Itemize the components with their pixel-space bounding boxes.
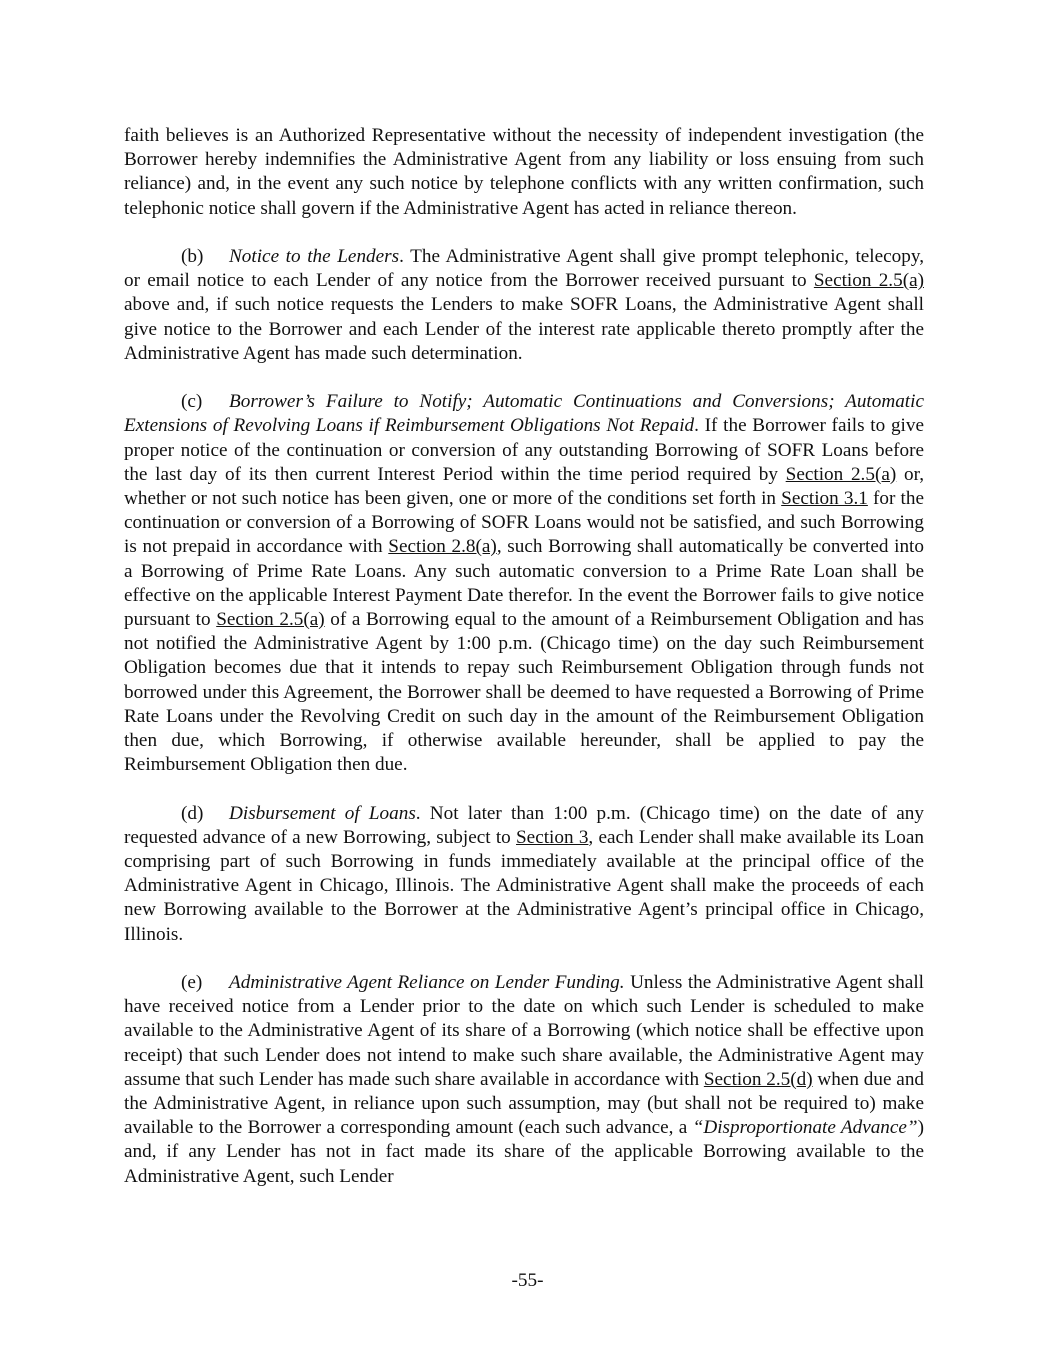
paragraph-text: , each Lender shall make available its Loan comprising part of such Borrowing in funds immediately available at the principal office of the Administrative Agent in Chicago, Illinois. The Administrative Agent shall make the proceeds of each new Borrowing available to the Borrower at the Administrative Agent’s principal office in Chicago, Illinois.: [124, 826, 925, 945]
paragraph-text: Unless the Administrative Agent shall have received notice from a Lender prior to the date on which such Lender is scheduled to make available to the Administrative Agent of its share of a Borrowing (which notice shall be effective upon receipt) that such Lender does not intend to make such share available, the Administrative Agent may assume that such Lender has made such share available in accordance with: [124, 972, 925, 1090]
document-page: [124, 124, 924, 1189]
paragraph-text: when due and the Administrative Agent, in reliance upon such assumption, may (but shall not be required to) make available to the Borrower a corresponding amount (each such advance, a: [124, 1068, 925, 1139]
paragraph-continuation: [124, 124, 924, 221]
paragraph-heading: Disbursement of Loans: [229, 802, 416, 824]
section-reference: Section 2.8(a): [388, 536, 497, 558]
section-reference: Section 2.5(a): [216, 609, 325, 631]
paragraph-label: (b): [181, 246, 204, 267]
paragraph-text: above and, if such notice requests the Lenders to make SOFR Loans, the Administrative Agent shall give notice to the Borrower and each Lender of the interest rate applicable thereto promptly after the Administrative Agent has made such determination.: [124, 294, 924, 364]
paragraph-text: or, whether or not such notice has been given, one or more of the conditions set forth in: [124, 463, 924, 510]
paragraph-b: [124, 245, 924, 366]
paragraph-text: . Not later than 1:00 p.m. (Chicago time) on the date of any requested advance of a new Borrowing, subject to: [124, 802, 924, 848]
paragraph-d: [124, 802, 924, 947]
paragraph-text: of a Borrowing equal to the amount of a Reimbursement Obligation and has not notified the Administrative Agent by 1:00 p.m. (Chicago time) on the day such Reimbursement Obligation becomes due that it intends to repay such Reimbursement Obligation through funds not borrowed under this Agreement, the Borrower shall be deemed to have requested a Borrowing of Prime Rate Loans under the Revolving Credit on such day in the amount of the Reimbursement Obligation then due, which Borrowing, if otherwise available hereunder, shall be applied to pay the Reimbursement Obligation then due.: [124, 609, 924, 776]
paragraph-label: (d): [181, 802, 204, 824]
paragraph-text: . If the Borrower fails to give proper notice of the continuation or conversion of any outstanding Borrowing of SOFR Loans before the last day of its then current Interest Period within the time period required by: [124, 415, 924, 485]
paragraph-heading: Administrative Agent Reliance on Lender Funding.: [229, 972, 625, 994]
section-reference: Section 2.5(d): [703, 1068, 813, 1090]
defined-term: “Disproportionate Advance”: [692, 1117, 918, 1139]
paragraph-text: ) and, if any Lender has not in fact made its share of the applicable Borrowing available to the Administrative Agent, such Lender: [124, 1117, 924, 1187]
paragraph-text: , such Borrowing shall automatically be converted into a Borrowing of Prime Rate Loans. Any such automatic conversion to a Prime Rate Loan shall be effective on the applicable Interest Payment Date therefor. In the event the Borrower fails to give notice pursuant to: [124, 536, 924, 631]
paragraph-text: faith believes is an Authorized Representative without the necessity of independent investigation (the Borrower hereby indemnifies the Administrative Agent from any liability or loss ensuing from such reliance) and, in the event any such notice by telephone conflicts with any written confirmation, such telephonic notice shall govern if the Administrative Agent has acted in reliance thereon.: [124, 125, 924, 219]
paragraph-text: . The Administrative Agent shall give prompt telephonic, telecopy, or email notice to each Lender of any notice from the Borrower received pursuant to: [124, 246, 924, 292]
page-number: -55-: [511, 1270, 544, 1291]
section-reference: Section 3.1: [781, 488, 868, 510]
paragraph-text: for the continuation or conversion of a Borrowing of SOFR Loans would not be satisfied, and such Borrowing is not prepaid in accordance with: [124, 488, 924, 558]
section-reference: Section 2.5(a): [785, 463, 897, 485]
paragraph-e: [124, 971, 924, 1189]
section-reference: Section 2.5(a): [813, 270, 924, 292]
paragraph-heading: Borrower’s Failure to Notify; Automatic Continuations and Conversions; Automatic Extensions of Revolving Loans if Reimbursement Obligations Not Repaid: [124, 391, 924, 437]
paragraph-c: [124, 390, 924, 777]
paragraph-heading: Notice to the Lenders: [229, 246, 400, 267]
paragraph-label: (e): [181, 972, 203, 994]
paragraph-label: (c): [181, 391, 203, 413]
section-reference: Section 3: [516, 826, 589, 848]
